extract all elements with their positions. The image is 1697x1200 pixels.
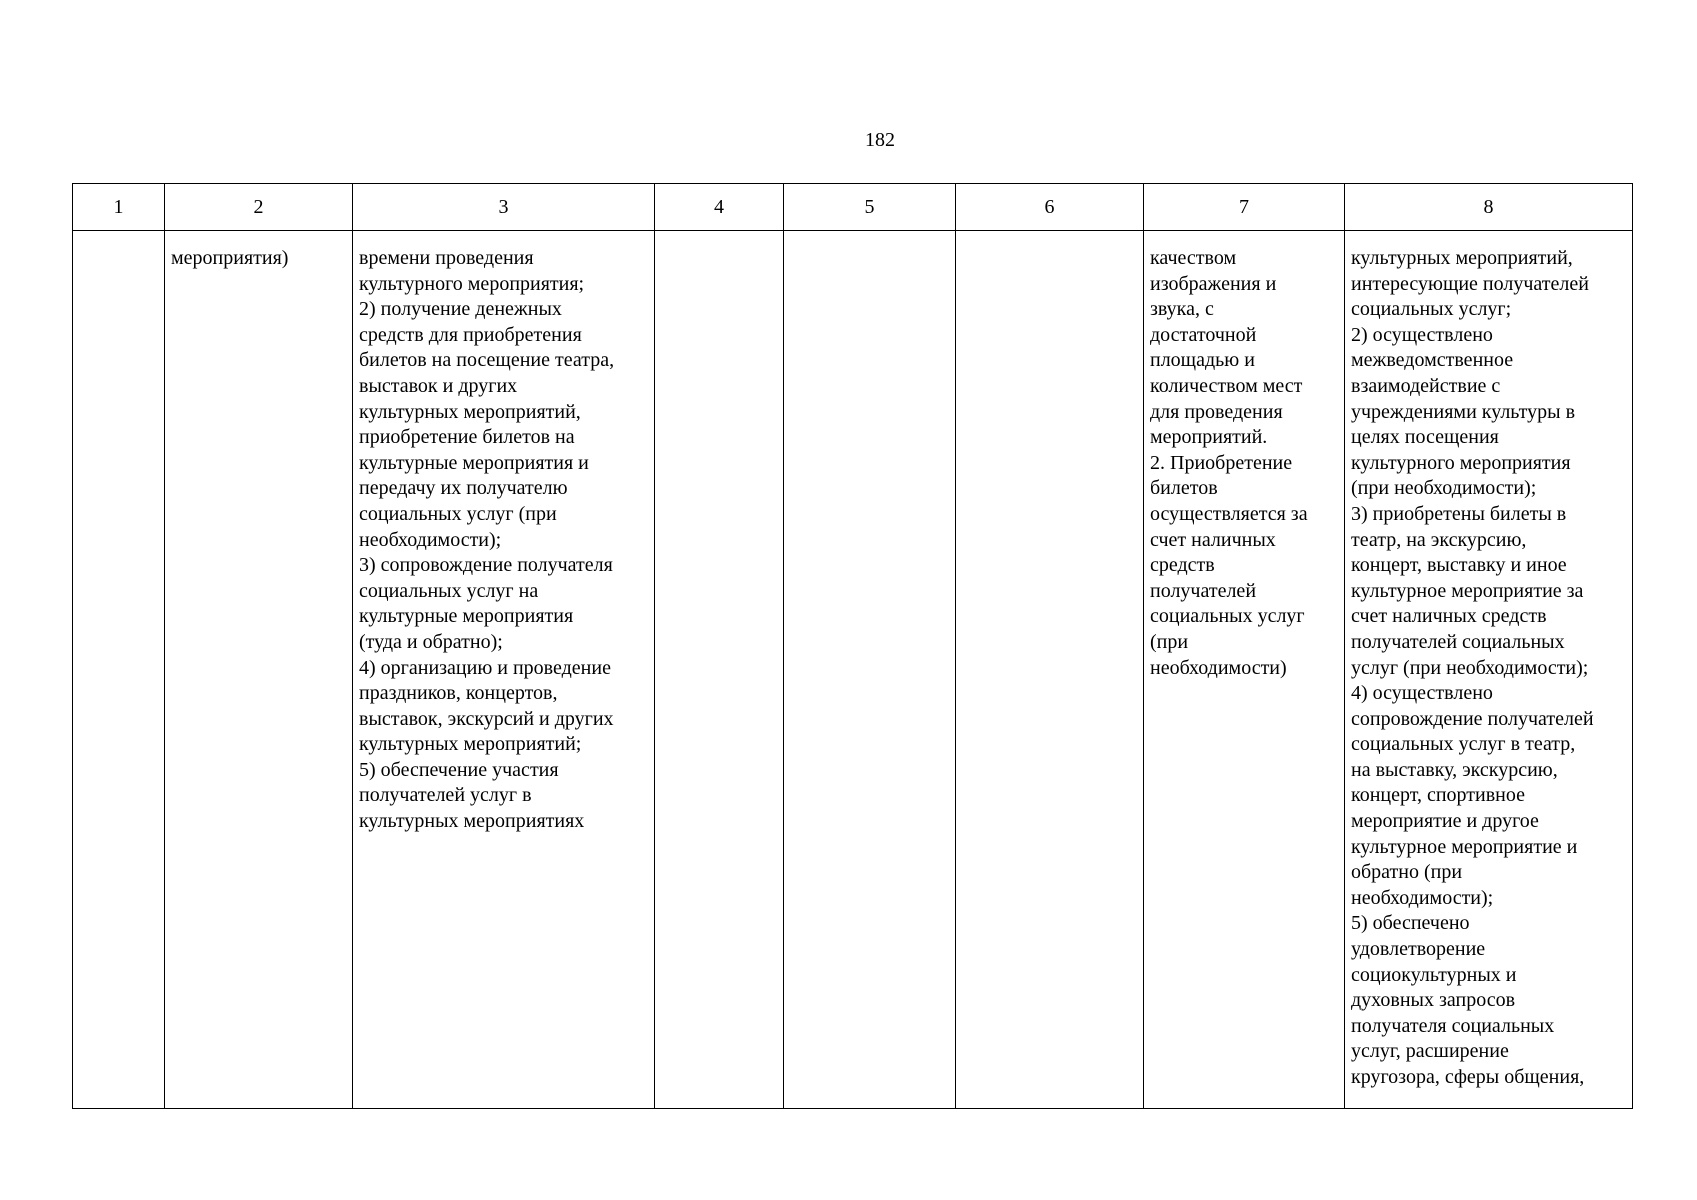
column-header-7: 7 xyxy=(1144,184,1345,231)
table-row xyxy=(73,231,1633,1109)
column-header-1: 1 xyxy=(73,184,165,231)
page-number: 182 xyxy=(865,129,895,151)
cell-col-4 xyxy=(655,231,784,1109)
cell-col-8: культурных мероприятий, интересующие получателей социальных услуг; 2) осуществлено межведомственное взаимодействие с учреждениями культуры в целях посещения культурного мероприятия (при необходимости); 3) приобретены билеты в театр, на экскурсию, концерт, выставку и иное культурное мероприятие за счет наличных средств получателей социальных услуг (при необходимости); 4) осуществлено сопровождение получателей социальных услуг в театр, на выставку, экскурсию, концерт, спортивное мероприятие и другое культурное мероприятие и обратно (при необходимости); 5) обеспечено удовлетворение социокультурных и духовных запросов получателя социальных услуг, расширение кругозора, сферы общения, xyxy=(1345,231,1633,1109)
column-header-6: 6 xyxy=(956,184,1144,231)
column-header-5: 5 xyxy=(784,184,956,231)
column-header-2: 2 xyxy=(165,184,353,231)
column-header-8: 8 xyxy=(1345,184,1633,231)
cell-col-7: качеством изображения и звука, с достаточной площадью и количеством мест для проведения мероприятий. 2. Приобретение билетов осуществляется за счет наличных средств получателей социальных услуг (при необходимости) xyxy=(1144,231,1345,1109)
services-table xyxy=(72,183,1633,1109)
cell-col-3: времени проведения культурного мероприятия; 2) получение денежных средств для приобретения билетов на посещение театра, выставок и других культурных мероприятий, приобретение билетов на культурные мероприятия и передачу их получателю социальных услуг (при необходимости); 3) сопровождение получателя социальных услуг на культурные мероприятия (туда и обратно); 4) организацию и проведение праздников, концертов, выставок, экскурсий и других культурных мероприятий; 5) обеспечение участия получателей услуг в культурных мероприятиях xyxy=(353,231,655,1109)
cell-col-5 xyxy=(784,231,956,1109)
column-header-3: 3 xyxy=(353,184,655,231)
cell-col-1 xyxy=(73,231,165,1109)
cell-col-2: мероприятия) xyxy=(165,231,353,1109)
cell-col-6 xyxy=(956,231,1144,1109)
header-row xyxy=(73,184,1633,231)
column-header-4: 4 xyxy=(655,184,784,231)
